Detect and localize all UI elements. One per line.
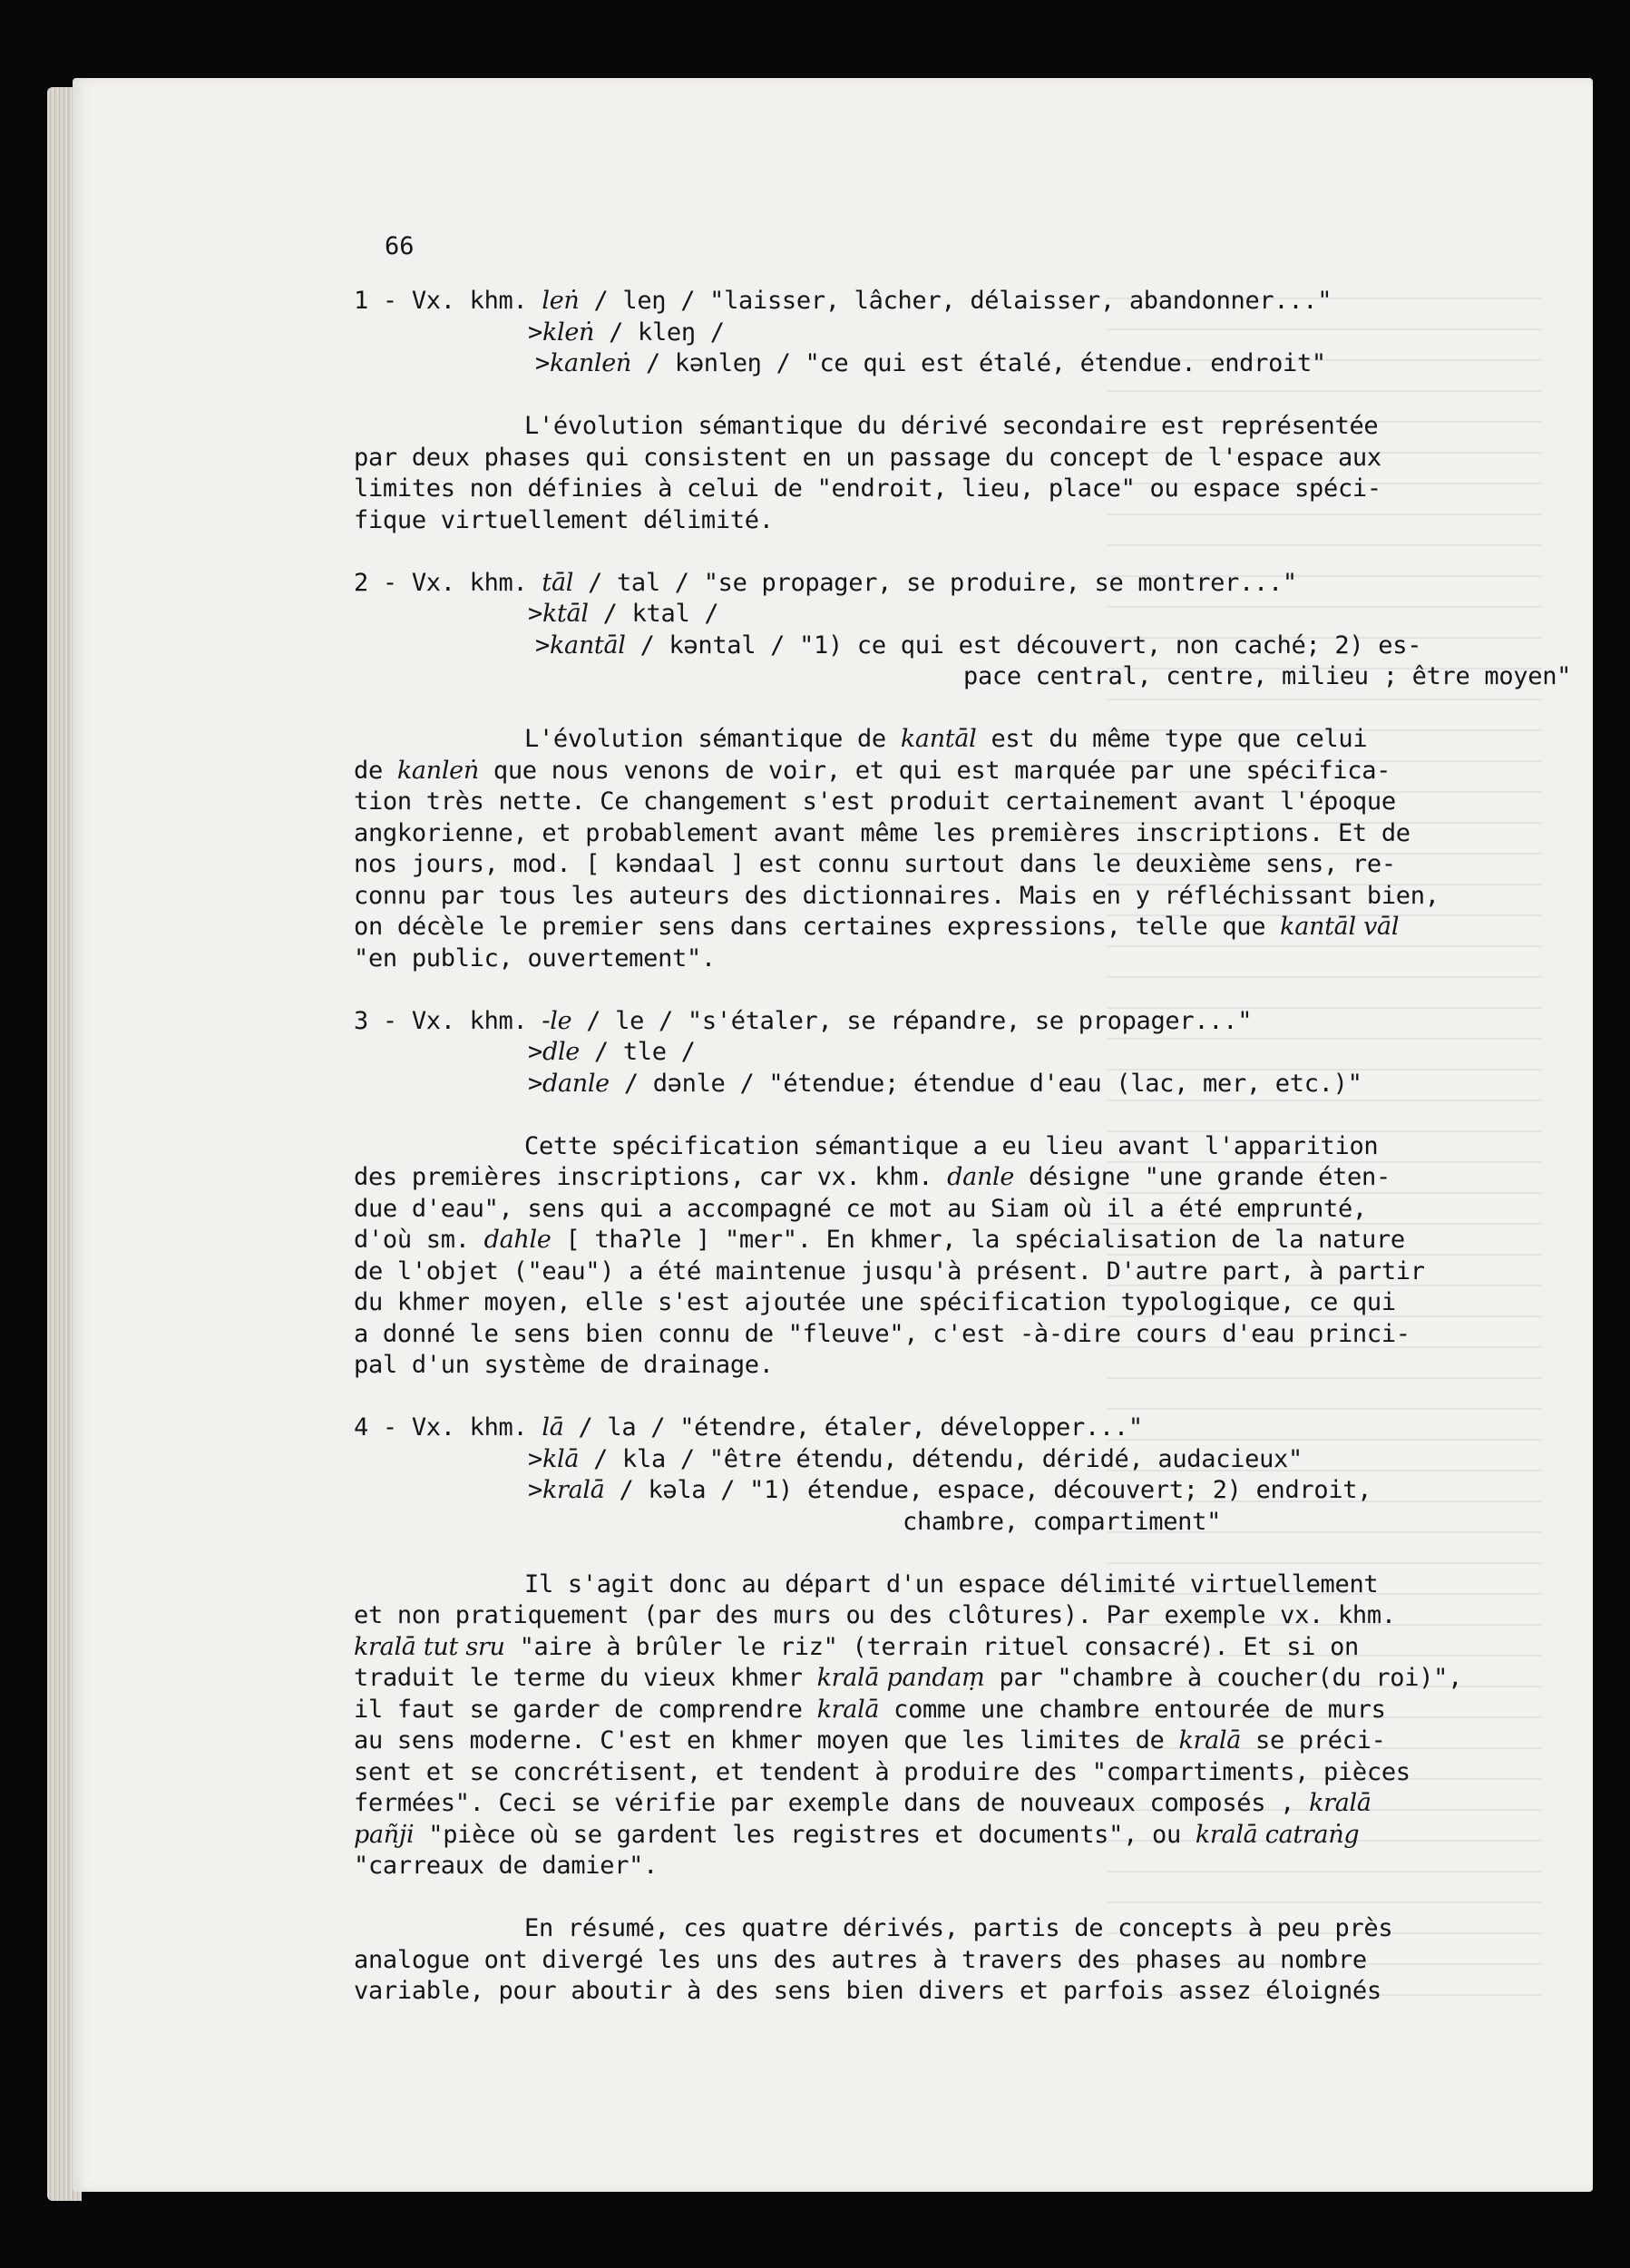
paragraph-line: nos jours, mod. [ kəndaal ] est connu surtout dans le deuxième sens, re- — [354, 850, 1396, 878]
paragraph-line: limites non définies à celui de "endroit, lieu, place" ou espace spéci- — [354, 474, 1381, 503]
paragraph-line: de l'objet ("eau") a été maintenue jusqu'à présent. D'autre part, à partir — [354, 1256, 1425, 1286]
entry-4-line-1: 4 - Vx. khm. lā / la / "étendre, étaler, développer..." — [354, 1413, 1143, 1442]
summary-line: variable, pour aboutir à des sens bien divers et parfois assez éloignés — [354, 1977, 1381, 2005]
entry-3-line-1: 3 - Vx. khm. -le / le / "s'étaler, se répandre, se propager..." — [354, 1006, 1253, 1035]
paragraph-line: de kanleṅ que nous venons de voir, et qui est marquée par une spécifica- — [354, 756, 1391, 785]
paragraph-line: L'évolution sémantique du dérivé secondaire est représentée — [524, 412, 1379, 440]
paragraph-line: d'où sm. dahle [ thaʔle ] "mer". En khmer, la spécialisation de la nature — [354, 1226, 1405, 1254]
paragraph-line: connu par tous les auteurs des dictionnaires. Mais en y réfléchissant bien, — [354, 881, 1440, 910]
entry-3-line-2: >dle / tle / — [528, 1038, 696, 1066]
paragraph-line: due d'eau", sens qui a accompagné ce mot au Siam où il a été emprunté, — [354, 1194, 1367, 1223]
paragraph-line: et non pratiquement (par des murs ou des clôtures). Par exemple vx. khm. — [354, 1601, 1396, 1629]
paragraph-line: fique virtuellement délimité. — [354, 505, 774, 534]
paragraph-line: des premières inscriptions, car vx. khm. danle désigne "une grande éten- — [354, 1163, 1391, 1191]
page-text — [354, 223, 1572, 2008]
entry-1-line-2: >kleṅ / kleŋ / — [528, 318, 725, 347]
paragraph-line: il faut se garder de comprendre kralā comme une chambre entourée de murs — [354, 1695, 1386, 1724]
paragraph-line: on décèle le premier sens dans certaines expressions, telle que kantāl vāl — [354, 913, 1400, 941]
entry-1-line-1: 1 - Vx. khm. leṅ / leŋ / "laisser, lâcher, délaisser, abandonner..." — [354, 287, 1332, 315]
paragraph-line: traduit le terme du vieux khmer kralā pandaṃ par "chambre à coucher(du roi)", — [354, 1664, 1463, 1692]
paragraph-line: L'évolution sémantique de kantāl est du même type que celui — [524, 725, 1368, 753]
paragraph-line: "carreaux de damier". — [354, 1852, 659, 1880]
entry-2-line-3: >kantāl / kəntal / "1) ce qui est découvert, non caché; 2) es- — [535, 631, 1422, 660]
entry-2-line-1: 2 - Vx. khm. tāl / tal / "se propager, se produire, se montrer..." — [354, 568, 1297, 597]
paragraph-line: Il s'agit donc au départ d'un espace délimité virtuellement — [524, 1569, 1379, 1598]
paragraph-line: kralā tut sru "aire à brûler le riz" (terrain rituel consacré). Et si on — [354, 1632, 1359, 1661]
entry-2-line-2: >ktāl / ktal / — [528, 600, 719, 628]
entry-4-line-2: >klā / kla / "être étendu, détendu, déridé, audacieux" — [528, 1444, 1303, 1473]
paragraph-line: pañji "pièce où se gardent les registres et documents", ou kralā catraṅg — [354, 1820, 1360, 1849]
summary-line: En résumé, ces quatre dérivés, partis de concepts à peu près — [524, 1914, 1393, 1942]
entry-4-line-4: chambre, compartiment" — [903, 1507, 1222, 1536]
paragraph-line: angkorienne, et probablement avant même les premières inscriptions. Et de — [354, 818, 1410, 847]
page-number: 66 — [385, 232, 415, 260]
entry-4-line-3: >kralā / kəla / "1) étendue, espace, découvert; 2) endroit, — [528, 1476, 1372, 1504]
paragraph-line: pal d'un système de drainage. — [354, 1351, 774, 1379]
paragraph-line: fermées". Ceci se vérifie par exemple dans de nouveaux composés , kralā — [354, 1789, 1371, 1817]
paragraph-line: "en public, ouvertement". — [354, 943, 716, 973]
paragraph-line: au sens moderne. C'est en khmer moyen que les limites de kralā se préci- — [354, 1726, 1386, 1755]
paragraph-line: sent et se concrétisent, et tendent à produire des "compartiments, pièces — [354, 1757, 1410, 1786]
paragraph-line: Cette spécification sémantique a eu lieu avant l'apparition — [524, 1131, 1379, 1160]
paragraph-line: par deux phases qui consistent en un passage du concept de l'espace aux — [354, 443, 1381, 472]
paragraph-line: tion très nette. Ce changement s'est produit certainement avant l'époque — [354, 787, 1396, 816]
entry-2-line-4: pace central, centre, milieu ; être moyen" — [963, 662, 1572, 690]
entry-3-line-3: >danle / dənle / "étendue; étendue d'eau (lac, mer, etc.)" — [528, 1069, 1362, 1098]
paragraph-line: du khmer moyen, elle s'est ajoutée une spécification typologique, ce qui — [354, 1288, 1396, 1316]
paragraph-line: a donné le sens bien connu de "fleuve", c'est -à-dire cours d'eau princi- — [354, 1319, 1410, 1348]
entry-1-line-3: >kanleṅ / kənleŋ / "ce qui est étalé, étendue. endroit" — [535, 349, 1326, 377]
summary-line: analogue ont divergé les uns des autres à travers des phases au nombre — [354, 1945, 1367, 1974]
